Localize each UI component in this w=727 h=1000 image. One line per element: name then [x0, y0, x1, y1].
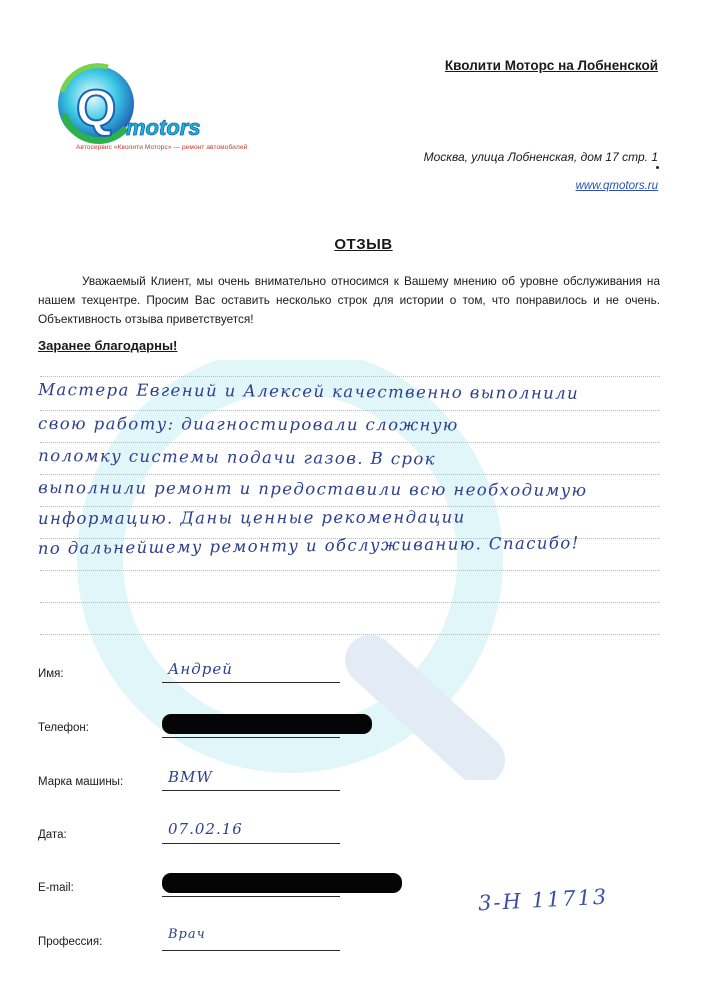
logo-brand: motors — [126, 115, 201, 140]
name-value: Андрей — [168, 660, 233, 678]
date-line — [162, 843, 340, 844]
review-line: поломку системы подачи газов. В срок — [38, 446, 437, 469]
ruled-line — [40, 376, 660, 377]
review-line: Мастера Евгений и Алексей качественно выполнили — [38, 380, 580, 403]
review-line: по дальнейшему ремонту и обслуживанию. Спасибо! — [37, 533, 580, 559]
profession-line — [162, 950, 340, 951]
car-line — [162, 790, 340, 791]
phone-line — [162, 737, 340, 738]
date-value: 07.02.16 — [168, 820, 243, 838]
logo-tagline: Автосервис «Кволити Моторс» — ремонт автомобилей — [76, 144, 248, 151]
email-line — [162, 896, 340, 897]
logo-letter: Q — [76, 80, 117, 138]
thanks-heading: Заранее благодарны! — [38, 338, 178, 353]
email-label: E-mail: — [38, 882, 74, 894]
phone-redaction — [162, 714, 372, 734]
review-line: свою работу: диагностировали сложную — [38, 414, 459, 435]
form-title: ОТЗЫВ — [334, 236, 393, 253]
company-address: Москва, улица Лобненская, дом 17 стр. 1 — [423, 150, 658, 164]
email-redaction — [162, 873, 402, 893]
car-label: Марка машины: — [38, 776, 124, 788]
intro-text: Уважаемый Клиент, мы очень внимательно относимся к Вашему мнению об уровне обслуживания на нашем техцентре. Просим Вас оставить несколько строк для истории о том, что понравилось и не очень. Объективность отзыва приветствуется! — [38, 274, 660, 326]
qmotors-logo — [48, 58, 248, 168]
name-line — [162, 682, 340, 683]
review-line: информацию. Даны ценные рекомендации — [37, 507, 466, 529]
profession-value: Врач — [168, 927, 206, 942]
ruled-line — [40, 634, 660, 635]
ruled-line — [40, 570, 660, 571]
company-website-link[interactable]: www.qmotors.ru — [575, 180, 658, 192]
company-name: Кволити Моторс на Лобненской — [444, 58, 658, 73]
ruled-line — [40, 602, 660, 603]
name-label: Имя: — [38, 668, 64, 680]
ink-dot — [656, 166, 659, 169]
registration-number: 3-Н 11713 — [477, 884, 609, 916]
car-value: BMW — [168, 768, 213, 786]
review-line: выполнили ремонт и предоставили всю необходимую — [38, 478, 588, 500]
date-label: Дата: — [38, 829, 67, 841]
profession-label: Профессия: — [38, 936, 103, 948]
phone-label: Телефон: — [38, 722, 89, 734]
